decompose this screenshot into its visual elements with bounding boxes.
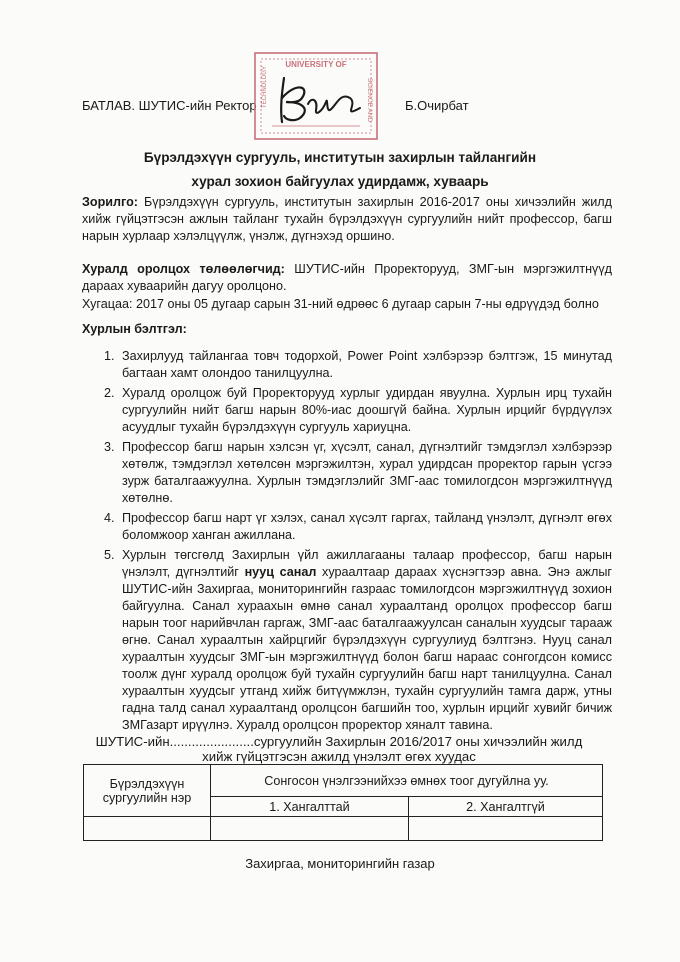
deadline-text: Хугацаа: 2017 оны 05 дугаар сарын 31-ний өдрөөс 6 дугаар сарын 7-ны өдрүүдэд болно [82, 297, 599, 311]
svg-text:UNIVERSITY OF: UNIVERSITY OF [285, 60, 347, 69]
list-item: 1. Захирлууд тайлангаа товч тодорхой, Power Point хэлбэрээр бэлтгэж, 15 минутад багтаан хамт олондоо танилцуулна. [118, 348, 612, 382]
item5-before: Хурлын төгсгөлд Захирлын үйл ажиллагааны талаар профессор, багш нарын үнэлэлт, дүгнэлтийг [122, 548, 612, 579]
approver-name: Б.Очирбат [405, 98, 469, 113]
svg-text:TECHNOLOGY: TECHNOLOGY [262, 65, 268, 108]
form-col1-header: Бүрэлдэхүүн сургуулийн нэр [84, 765, 211, 817]
prep-list [82, 348, 612, 737]
participants-paragraph [82, 261, 612, 295]
participants-label: Хуралд оролцох төлөөлөгчид: [82, 262, 285, 276]
form-option-2[interactable]: 2. Хангалтгүй [408, 797, 602, 817]
form-col2-header: Сонгосон үнэлгээнийхээ өмнөх тоог дугуйлна уу. [211, 765, 603, 797]
document-title-line2: хурал зохион байгуулах удирдамж, хуваарь [191, 174, 489, 189]
evaluation-form-table [83, 764, 603, 841]
form-title-line1: ШУТИС-ийн.......................сургуулийн Захирлын 2016/2017 оны хичээлийн жилд [95, 734, 583, 749]
svg-text:SCIENCE AND: SCIENCE AND [366, 78, 373, 123]
form-title-line2: хийж гүйцэтгэсэн ажилд үнэлэлт өгөх хуудас [202, 749, 476, 764]
goal-label: Зорилго: [82, 195, 138, 209]
list-item: 3. Профессор багш нарын хэлсэн үг, хүсэлт, санал, дүгнэлтийг тэмдэглэл хэлбэрээр хөтөлж, тэмдэглэл хөтөлсөн мэргэжилтэн, хурал удирдсан проректор гарын үсгээ зурж баталгаажуулна. Хурлын тэмдэглэлийг ЗМГ-аас томилогдсон мэргэжилтнүүд хөтөлнө. [118, 439, 612, 507]
form-empty-cell [211, 817, 409, 841]
goal-paragraph [82, 194, 612, 245]
form-option-1[interactable]: 1. Хангалттай [211, 797, 409, 817]
item5-bold: нууц санал [244, 565, 317, 579]
list-item: 4. Профессор багш нарт үг хэлэх, санал хүсэлт гаргах, тайланд үнэлэлт, дүгнэлт өгөх боломжоор ханган ажиллана. [118, 510, 612, 544]
prep-heading: Хурлын бэлтгэл: [82, 322, 187, 336]
goal-text: Бүрэлдэхүүн сургууль, институтын захирлын 2016-2017 оны хичээлийн жилд хийж гүйцэтгэсэн ажлын тайланг тухайн бүрэлдэхүүн сургуулийн нийт профессор, багш нарын хурлаар хэлэлцүүлж, үнэлж, дүгнэхэд оршино. [82, 195, 612, 243]
footer-department: Захиргаа, мониторингийн газар [245, 856, 435, 871]
rector-signature [270, 72, 370, 130]
approval-label: БАТЛАВ. ШУТИС-ийн Ректор [82, 98, 257, 113]
list-item [118, 547, 612, 734]
list-item: 2. Хуралд оролцож буй Проректорууд хурлыг удирдан явуулна. Хурлын ирц тухайн сургуулийн нийт багш нарын 80%-иас доошгүй байна. Хурлын ирцийг бүрдүүлэх асуудлыг тухайн бүрэлдэхүүн сургууль хариуцна. [118, 385, 612, 436]
form-empty-cell [408, 817, 602, 841]
form-school-name-cell[interactable] [84, 817, 211, 841]
document-title-line1: Бүрэлдэхүүн сургууль, институтын захирлын тайлангийн [143, 150, 537, 165]
participants-text: ШУТИС-ийн Проректорууд, ЗМГ-ын мэргэжилтнүүд дараах хуваарийн дагуу оролцоно. [82, 262, 612, 293]
item5-after: хураалтаар дараах хүснэгтээр авна. Энэ ажлыг ШУТИС-ийн Захиргаа, мониторингийн газраас томилогдсон мэргэжилтнүүд зохион байгуулна. Санал хураахын өмнө санал хураалтанд оролцох профессор багш нарын тоог нарийвчлан гаргаж, ЗМГ-аас баталгаажуулсан саналын хуудсыг тарааж өгнө. Санал хураалтын хайрцгийг бүрэлдэхүүн сургуулиуд бэлтгэнэ. Нууц санал хураалтын хуудсыг ЗМГ-ын мэргэжилтнүүд болон багш нараас сонгогдсон комисс тоолж дүнг хуралд оролцож буй тухайн сургуулийн багш нарт танилцуулна. Санал хураалтын хуудсыг утганд хийж битүүмжлэн, тухайн сургуулийн тамга дарж, утны гадна талд санал хураалтанд оролцсон багшийн тоо, хурлын ирцийг хувийг бичиж ЗМГазарт ирүүлнэ. Хуралд оролцсон проректор хяналт тавина. [122, 565, 612, 732]
